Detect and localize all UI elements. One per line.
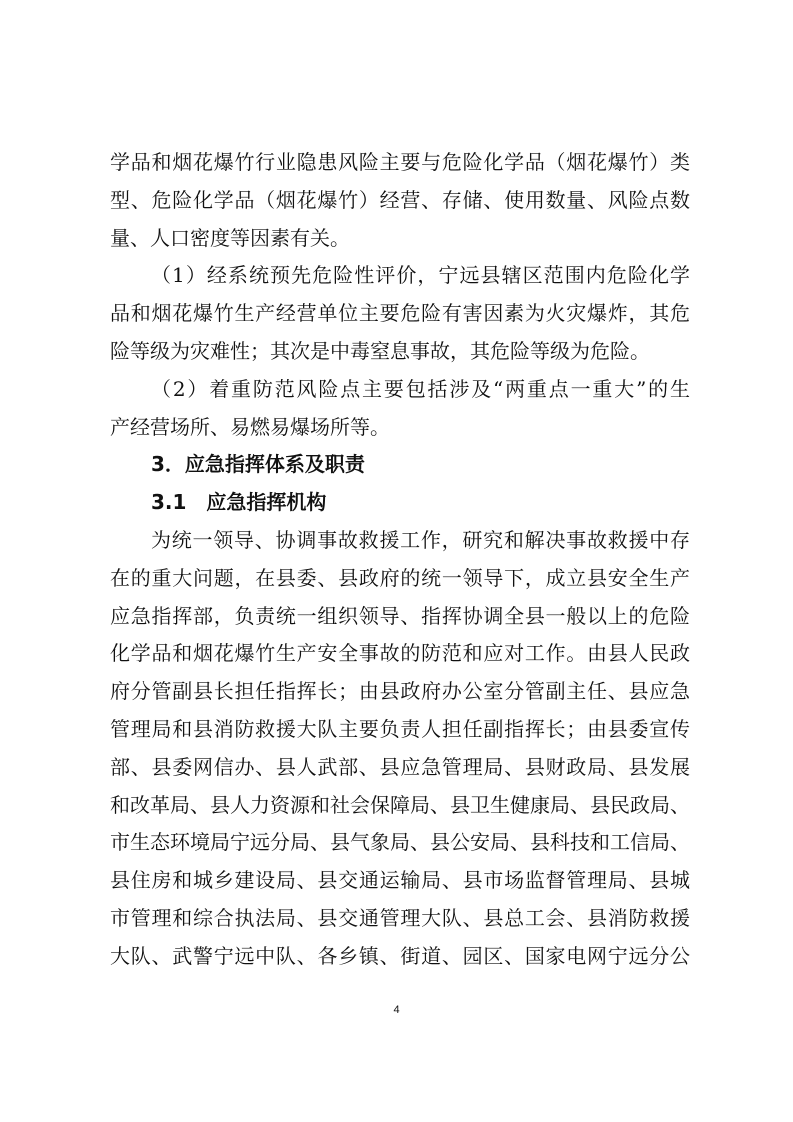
paragraph-line: 县住房和城乡建设局、县交通运输局、县市场监督管理局、县城 [110,868,690,893]
paragraph-line: 大队、武警宁远中队、各乡镇、街道、园区、国家电网宁远分公 [110,943,690,968]
page-number: 4 [393,1004,400,1016]
paragraph-line: 产经营场所、易燃易爆场所等。 [110,414,390,439]
paragraph-line: 部、县委网信办、县人武部、县应急管理局、县财政局、县发展 [110,754,690,779]
paragraph-line: 型、危险化学品（烟花爆竹）经营、存储、使用数量、风险点数 [110,187,690,212]
paragraph-line: 在的重大问题，在县委、县政府的统一领导下，成立县安全生产 [110,565,690,590]
body-text [110,144,690,976]
paragraph-line: 管理局和县消防救援大队主要负责人担任副指挥长；由县委宣传 [110,716,690,741]
paragraph-line: 险等级为灾难性；其次是中毒窒息事故，其危险等级为危险。 [110,338,650,363]
paragraph-line: 量、人口密度等因素有关。 [110,225,350,250]
paragraph-line: （1）经系统预先危险性评价，宁远县辖区范围内危险化学 [151,263,690,288]
paragraph-line: 府分管副县长担任指挥长；由县政府办公室分管副主任、县应急 [110,679,690,704]
paragraph-line: 市生态环境局宁远分局、县气象局、县公安局、县科技和工信局、 [110,830,690,855]
paragraph-line: 化学品和烟花爆竹生产安全事故的防范和应对工作。由县人民政 [110,641,690,666]
paragraph-line: （2）着重防范风险点主要包括涉及“两重点一重大”的生 [151,376,690,401]
paragraph-line: 品和烟花爆竹生产经营单位主要危险有害因素为火灾爆炸，其危 [110,301,690,326]
paragraph-line: 市管理和综合执法局、县交通管理大队、县总工会、县消防救援 [110,905,690,930]
subsection-heading: 3.1 应急指挥机构 [151,490,327,515]
paragraph-line: 应急指挥部，负责统一组织领导、指挥协调全县一般以上的危险 [110,603,690,628]
paragraph-line: 为统一领导、协调事故救援工作，研究和解决事故救援中存 [151,527,690,552]
paragraph-line: 和改革局、县人力资源和社会保障局、县卫生健康局、县民政局、 [110,792,690,817]
section-heading: 3．应急指挥体系及职责 [151,452,365,477]
paragraph-line: 学品和烟花爆竹行业隐患风险主要与危险化学品（烟花爆竹）类 [110,150,690,174]
